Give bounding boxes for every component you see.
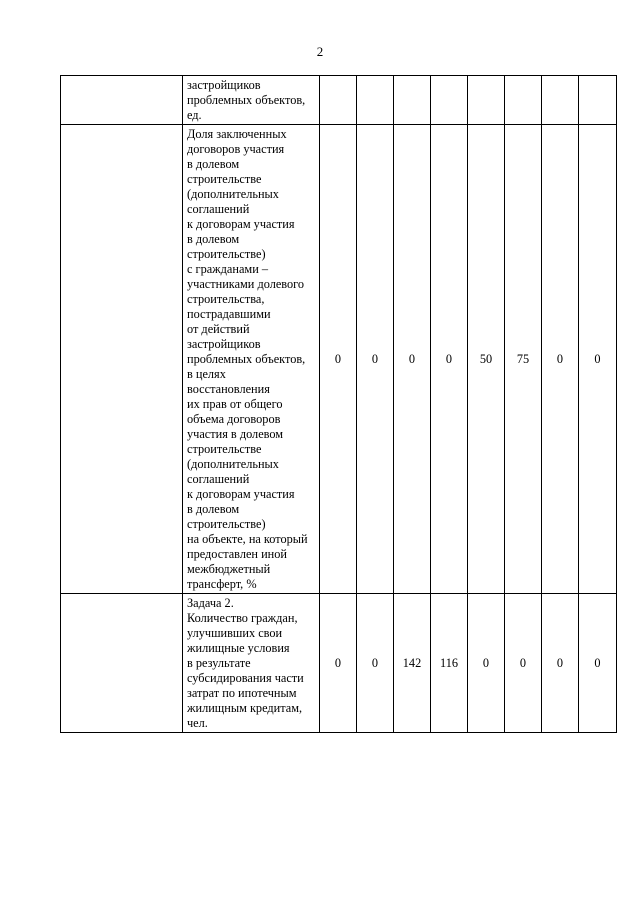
value-cell	[357, 76, 394, 125]
value-cell	[505, 76, 542, 125]
value-cell: 0	[394, 125, 431, 594]
row-number-cell	[61, 594, 183, 733]
indicators-table	[60, 75, 617, 733]
indicator-name-cell: Задача 2. Количество граждан, улучшивших свои жилищные условия в результате субсидирования части затрат по ипотечным жилищным кредитам, чел.	[183, 594, 320, 733]
value-cell: 0	[357, 594, 394, 733]
value-cell	[579, 76, 617, 125]
value-cell	[542, 76, 579, 125]
value-cell: 0	[542, 594, 579, 733]
value-cell: 0	[320, 594, 357, 733]
value-cell: 0	[468, 594, 505, 733]
table-row	[61, 594, 617, 733]
value-cell: 0	[542, 125, 579, 594]
value-cell	[431, 76, 468, 125]
indicator-name-cell: Доля заключенных договоров участия в долевом строительстве (дополнительных соглашений к договорам участия в долевом строительстве) с гражданами – участниками долевого строительства, пострадавшими от действий застройщиков проблемных объектов, в целях восстановления их прав от общего объема договоров участия в долевом строительстве (дополнительных соглашений к договорам участия в долевом строительстве) на объекте, на который предоставлен иной межбюджетный трансферт, %	[183, 125, 320, 594]
page-number: 2	[316, 44, 324, 59]
row-number-cell	[61, 125, 183, 594]
value-cell: 142	[394, 594, 431, 733]
value-cell: 0	[579, 125, 617, 594]
table-row	[61, 76, 617, 125]
value-cell: 0	[431, 125, 468, 594]
value-cell	[468, 76, 505, 125]
value-cell: 75	[505, 125, 542, 594]
value-cell: 0	[579, 594, 617, 733]
indicator-name-cell: застройщиков проблемных объектов, ед.	[183, 76, 320, 125]
value-cell: 0	[320, 125, 357, 594]
value-cell	[320, 76, 357, 125]
value-cell	[394, 76, 431, 125]
table-row	[61, 125, 617, 594]
row-number-cell	[61, 76, 183, 125]
value-cell: 116	[431, 594, 468, 733]
value-cell: 0	[505, 594, 542, 733]
value-cell: 0	[357, 125, 394, 594]
value-cell: 50	[468, 125, 505, 594]
